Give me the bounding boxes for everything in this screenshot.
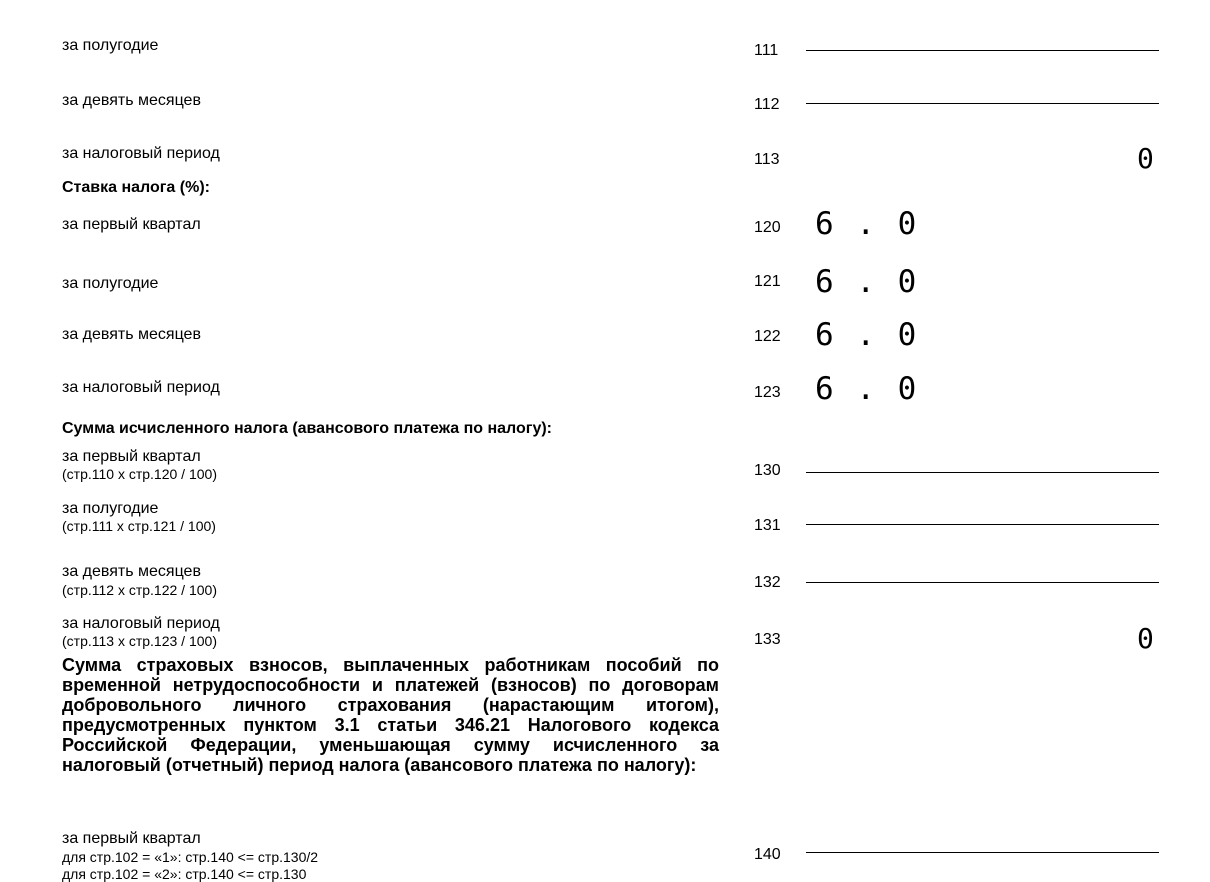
line-code-112: 112 xyxy=(754,96,780,113)
field-123-value[interactable]: 6 . 0 xyxy=(815,371,919,407)
rate-section-heading: Ставка налога (%): xyxy=(62,179,210,196)
line-code-113: 113 xyxy=(754,151,780,168)
line-code-132: 132 xyxy=(754,574,781,591)
formula-132: (стр.112 х стр.122 / 100) xyxy=(62,582,217,598)
field-130-empty-dash[interactable] xyxy=(806,472,1159,473)
label-111: за полугодие xyxy=(62,37,159,54)
line-code-123: 123 xyxy=(754,384,781,401)
line-code-133: 133 xyxy=(754,631,781,648)
label-132: за девять месяцев xyxy=(62,563,201,580)
field-121-value[interactable]: 6 . 0 xyxy=(815,264,919,300)
formula-130: (стр.110 х стр.120 / 100) xyxy=(62,466,217,482)
label-112: за девять месяцев xyxy=(62,92,201,109)
field-132-empty-dash[interactable] xyxy=(806,582,1159,583)
field-113-value[interactable]: 0 xyxy=(1137,142,1154,175)
line-code-130: 130 xyxy=(754,462,781,479)
line-code-111: 111 xyxy=(754,42,779,59)
label-120: за первый квартал xyxy=(62,216,201,233)
label-130: за первый квартал xyxy=(62,448,201,465)
formula-133: (стр.113 х стр.123 / 100) xyxy=(62,633,217,649)
label-133: за налоговый период xyxy=(62,615,220,632)
label-140: за первый квартал xyxy=(62,830,201,847)
field-111-empty-dash[interactable] xyxy=(806,50,1159,51)
line-code-122: 122 xyxy=(754,328,781,345)
formula-131: (стр.111 х стр.121 / 100) xyxy=(62,518,216,534)
insurance-section-heading: Сумма страховых взносов, выплаченных работникам пособий по временной нетрудоспособности и платежей (взносов) по договорам добровольного личного страхования (нарастающим итогом), предусмотренных пунктом 3.1 статьи 346.21 Налогового кодекса Российской Федерации, уменьшающая сумму исчисленного за налоговый (отчетный) период налога (авансового платежа по налогу): xyxy=(62,655,719,775)
line-code-131: 131 xyxy=(754,517,781,534)
label-131: за полугодие xyxy=(62,500,159,517)
line-code-121: 121 xyxy=(754,273,781,290)
line-code-140: 140 xyxy=(754,846,781,863)
field-120-value[interactable]: 6 . 0 xyxy=(815,206,919,242)
field-131-empty-dash[interactable] xyxy=(806,524,1159,525)
label-113: за налоговый период xyxy=(62,145,220,162)
field-122-value[interactable]: 6 . 0 xyxy=(815,317,919,353)
line-code-120: 120 xyxy=(754,219,781,236)
field-140-empty-dash[interactable] xyxy=(806,852,1159,853)
label-121: за полугодие xyxy=(62,275,159,292)
label-123: за налоговый период xyxy=(62,379,220,396)
note-140-2: для стр.102 = «2»: стр.140 <= стр.130 xyxy=(62,866,307,882)
field-112-empty-dash[interactable] xyxy=(806,103,1159,104)
tax-section-heading: Сумма исчисленного налога (авансового платежа по налогу): xyxy=(62,420,552,437)
field-133-value[interactable]: 0 xyxy=(1137,622,1154,655)
label-122: за девять месяцев xyxy=(62,326,201,343)
note-140-1: для стр.102 = «1»: стр.140 <= стр.130/2 xyxy=(62,849,319,865)
